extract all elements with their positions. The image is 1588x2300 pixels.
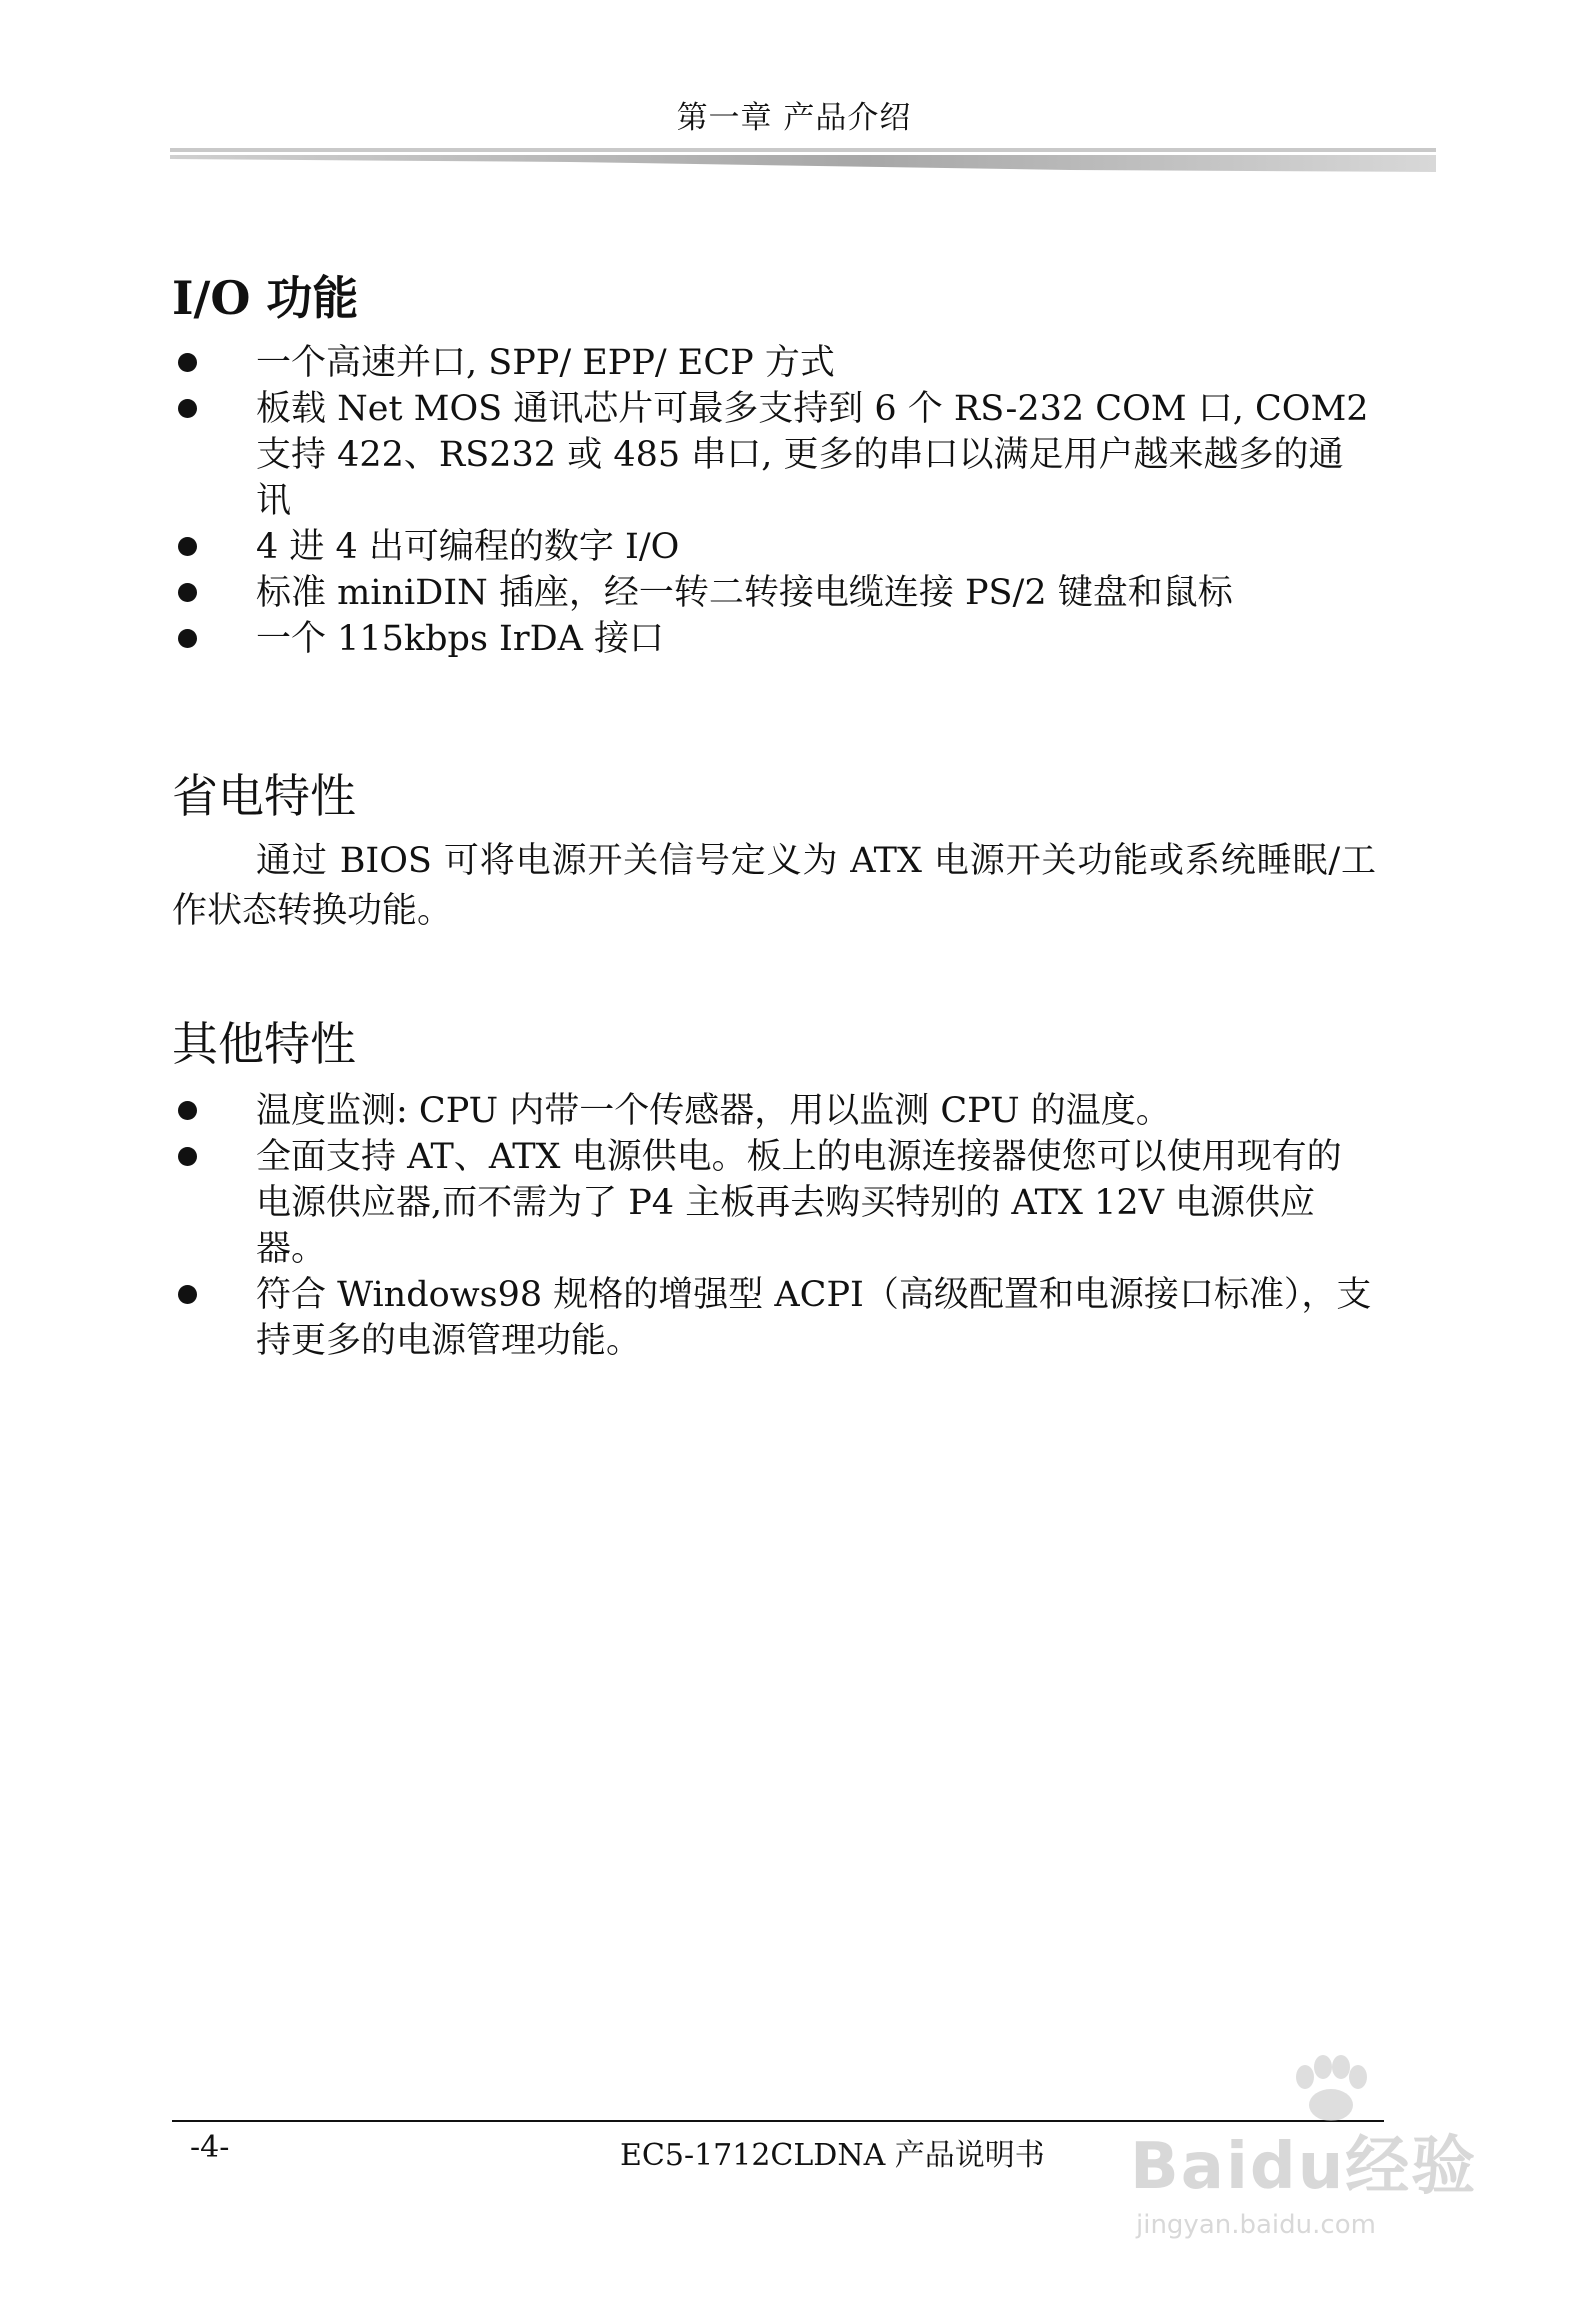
page-number: -4- xyxy=(190,2130,230,2165)
baidu-watermark xyxy=(1130,2055,1530,2255)
footer-doc-title: EC5-1712CLDNA 产品说明书 xyxy=(620,2138,1045,2173)
bullet-icon xyxy=(178,399,197,418)
bullet-icon xyxy=(178,583,197,602)
list-item: 板载 Net MOS 通讯芯片可最多支持到 6 个 RS-232 COM 口, COM2 支持 422、RS232 或 485 串口, 更多的串口以满足用户越来越多的通讯 xyxy=(172,386,1372,524)
header-rule xyxy=(170,146,1436,176)
list-item: 一个 115kbps IrDA 接口 xyxy=(172,616,1372,662)
bullet-icon xyxy=(178,353,197,372)
bullet-icon xyxy=(178,537,197,556)
bullet-icon xyxy=(178,1285,197,1304)
list-item: 全面支持 AT、ATX 电源供电。板上的电源连接器使您可以使用现有的电源供应器,而不需为了 P4 主板再去购买特别的 ATX 12V 电源供应器。 xyxy=(172,1134,1372,1272)
chapter-header: 第一章 产品介绍 xyxy=(676,100,912,136)
bullet-icon xyxy=(178,629,197,648)
power-saving-paragraph: 通过 BIOS 可将电源开关信号定义为 ATX 电源开关功能或系统睡眠/工作状态转换功能。 xyxy=(172,841,1376,931)
bullet-icon xyxy=(178,1101,197,1120)
other-feature-list xyxy=(172,1088,1372,1364)
list-item: 4 进 4 出可编程的数字 I/O xyxy=(172,524,1372,570)
io-feature-list xyxy=(172,340,1372,662)
watermark-url: jingyan.baidu.com xyxy=(1136,2210,1376,2240)
bullet-icon xyxy=(178,1147,197,1166)
list-item: 标准 miniDIN 插座，经一转二转接电缆连接 PS/2 键盘和鼠标 xyxy=(172,570,1372,616)
section-title-other-features: 其他特性 xyxy=(172,1017,356,1071)
list-item: 符合 Windows98 规格的增强型 ACPI（高级配置和电源接口标准），支持更多的电源管理功能。 xyxy=(172,1272,1372,1364)
watermark-logo: Baidu经验 xyxy=(1130,2130,1478,2204)
list-item: 一个高速并口, SPP/ EPP/ ECP 方式 xyxy=(172,340,1372,386)
list-item: 温度监测: CPU 内带一个传感器，用以监测 CPU 的温度。 xyxy=(172,1088,1372,1134)
section-title-power-saving: 省电特性 xyxy=(172,769,356,823)
section-title-io: I/O 功能 xyxy=(172,271,359,325)
